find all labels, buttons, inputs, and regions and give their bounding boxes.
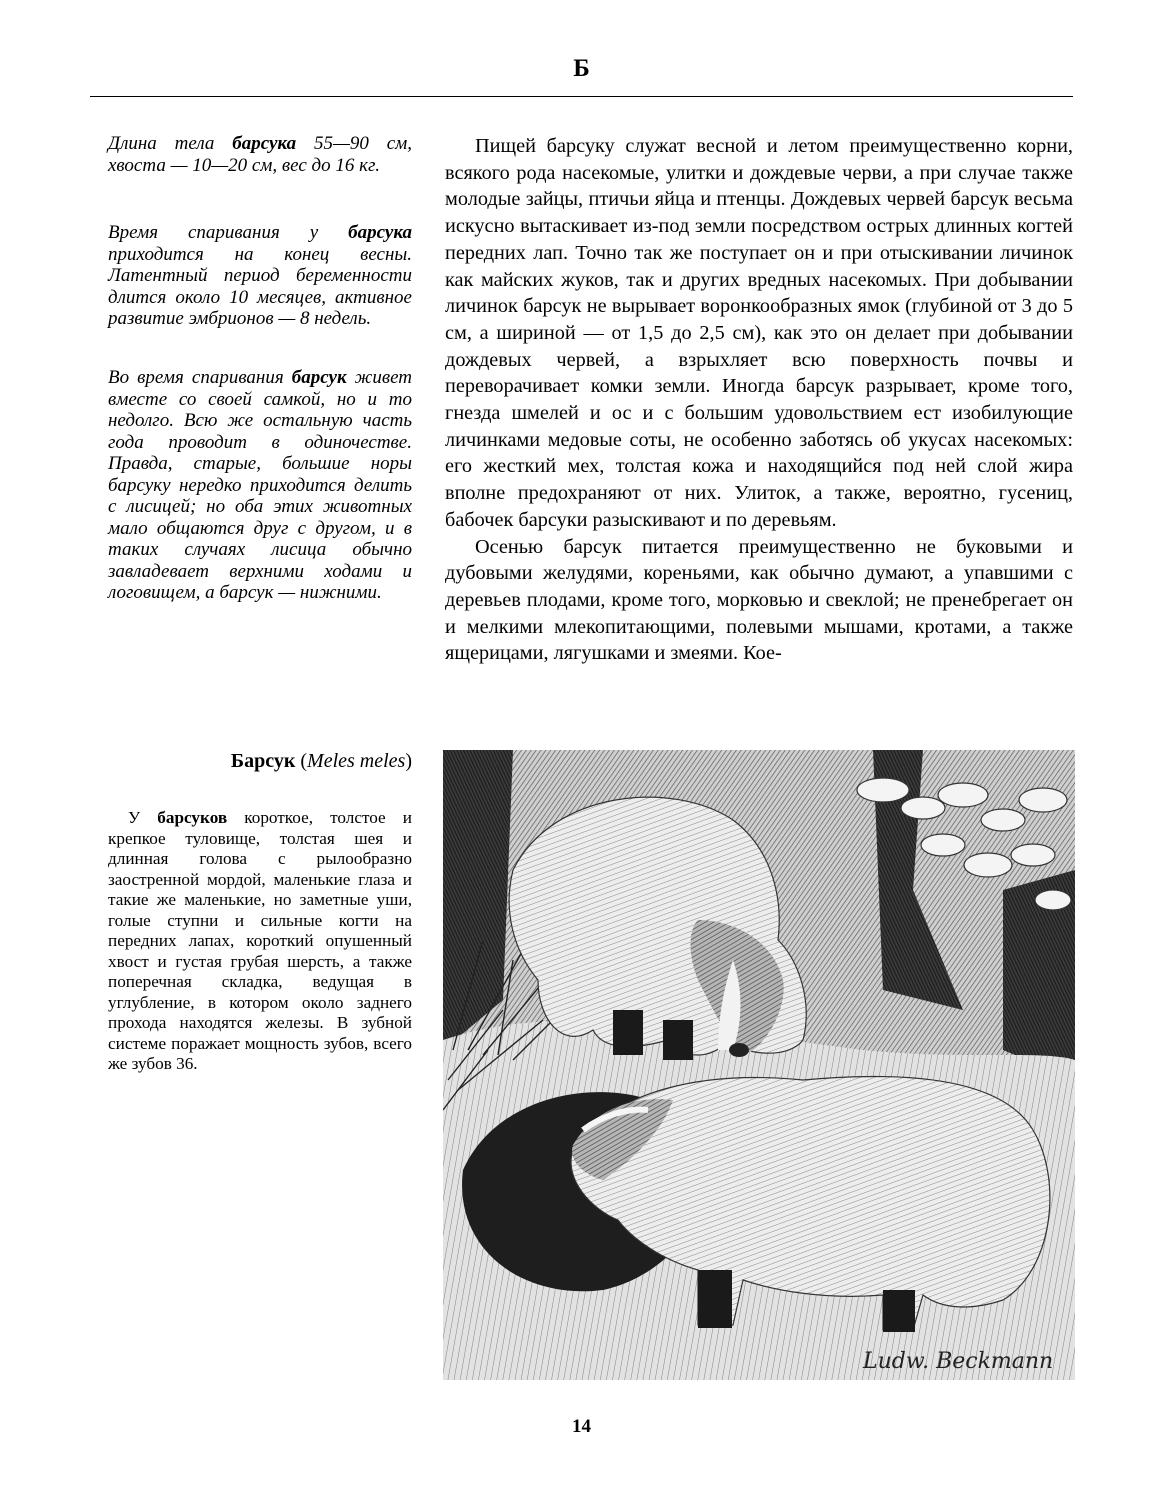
section-letter: Б [573, 55, 590, 82]
sidenote-body-size [108, 133, 412, 176]
sidenote-text: 55—90 см, хвоста — 10—20 см, вес до 16 кг. [108, 133, 413, 176]
caption-keyword: барсуков [157, 808, 228, 827]
sidenote-text: Во время спаривания [108, 367, 292, 388]
sidenote-keyword: барсука [232, 133, 297, 154]
figure-caption [108, 808, 412, 1075]
sidenote-keyword: барсука [348, 222, 412, 243]
body-paragraph: Пищей барсуку служат весной и летом преимущественно корни, всякого рода насекомые, улитки и дождевые черви, а при случае также молодые зайцы, птичьи яйца и птенцы. Дождевых червей барсук весьма искусно вытаскивает из-под земли посредством острых длинных когтей передних лап. Точно так же поступает он и при отыскивании личинок как майских жуков, так и других вредных насекомых. При добывании личинок барсук не вырывает воронкообразных ямок (глубиной от 3 до 5 см, а шириной — от 1,5 до 2,5 см), как это он делает при добывании дождевых червей, а взрыхляет всю поверхность почвы и переворачивает комки земли. Иногда барсук разрывает, кроме того, гнезда шмелей и ос и с большим удовольствием ест изобилующие личинками медовые соты, не особенно заботясь об укусах насекомых: его жесткий мех, толстая кожа и находящийся под ней слой жира вполне предохраняют от них. Улиток, а также, вероятно, гусениц, бабочек барсуки разыскивают и по деревьям. [445, 135, 1073, 531]
figure-title-paren-close: ) [405, 750, 412, 772]
figure-title-paren-open: ( [295, 750, 308, 772]
figure-caption-paragraph [108, 808, 412, 1075]
figure-title-name: Барсук [230, 750, 296, 772]
sidenote-keyword: барсук [291, 367, 347, 388]
main-article-text [445, 133, 1073, 667]
body-paragraph: Осенью барсук питается преимущественно не буковыми и дубовыми желудями, кореньями, как обычно думают, а упавшими с деревьев плодами, кроме того, морковью и свеклой; не пренебрегает он и мелкими млекопитающими, полевыми мышами, кротами, а также ящерицами, лягушками и змеями. Кое- [445, 535, 1073, 665]
header-divider [90, 96, 1073, 97]
sidenote-text: Длина тела [108, 133, 233, 154]
sidenote-solitary-life [108, 367, 412, 604]
caption-text: короткое, толстое и крепкое туловище, толстая шея и длинная голова с рылообразно заостренной мордой, маленькие глаза и такие же маленькие, но заметные уши, голые ступни и сильные когти на передних лапах, короткий опушенный хвост и густая грубая шерсть, а также поперечная складка, ведущая в углубление, в котором около заднего прохода находятся железы. В зубной системе поражает мощность зубов, всего же зубов 36. [108, 808, 412, 1073]
caption-text: У [128, 808, 158, 827]
badger-engraving [443, 750, 1075, 1380]
figure-title [108, 748, 412, 774]
upper-badger-nose [729, 1043, 749, 1057]
sidenote-text: Время спаривания у [108, 222, 349, 243]
badger-engraving-image [443, 750, 1075, 1380]
page-number: 14 [572, 1416, 591, 1437]
artist-signature: Ludw. Beckmann [863, 1349, 1054, 1374]
figure-title-latin: Meles meles [307, 750, 406, 772]
sidenote-mating-time [108, 222, 412, 330]
sidenote-text: живет вместе со своей самкой, но и то недолго. Всю же остальную часть года проводит в одиночестве. Правда, старые, большие норы барсуку нередко приходится делить с лисицей; но оба этих животных мало общаются друг с другом, и в таких случаях лисица обычно завладевает верхними ходами и логовищем, а барсук — нижними. [108, 367, 412, 603]
sidenote-text: приходится на конец весны. Латентный период беременности длится около 10 месяцев, активное развитие эмбрионов — 8 недель. [108, 243, 412, 329]
